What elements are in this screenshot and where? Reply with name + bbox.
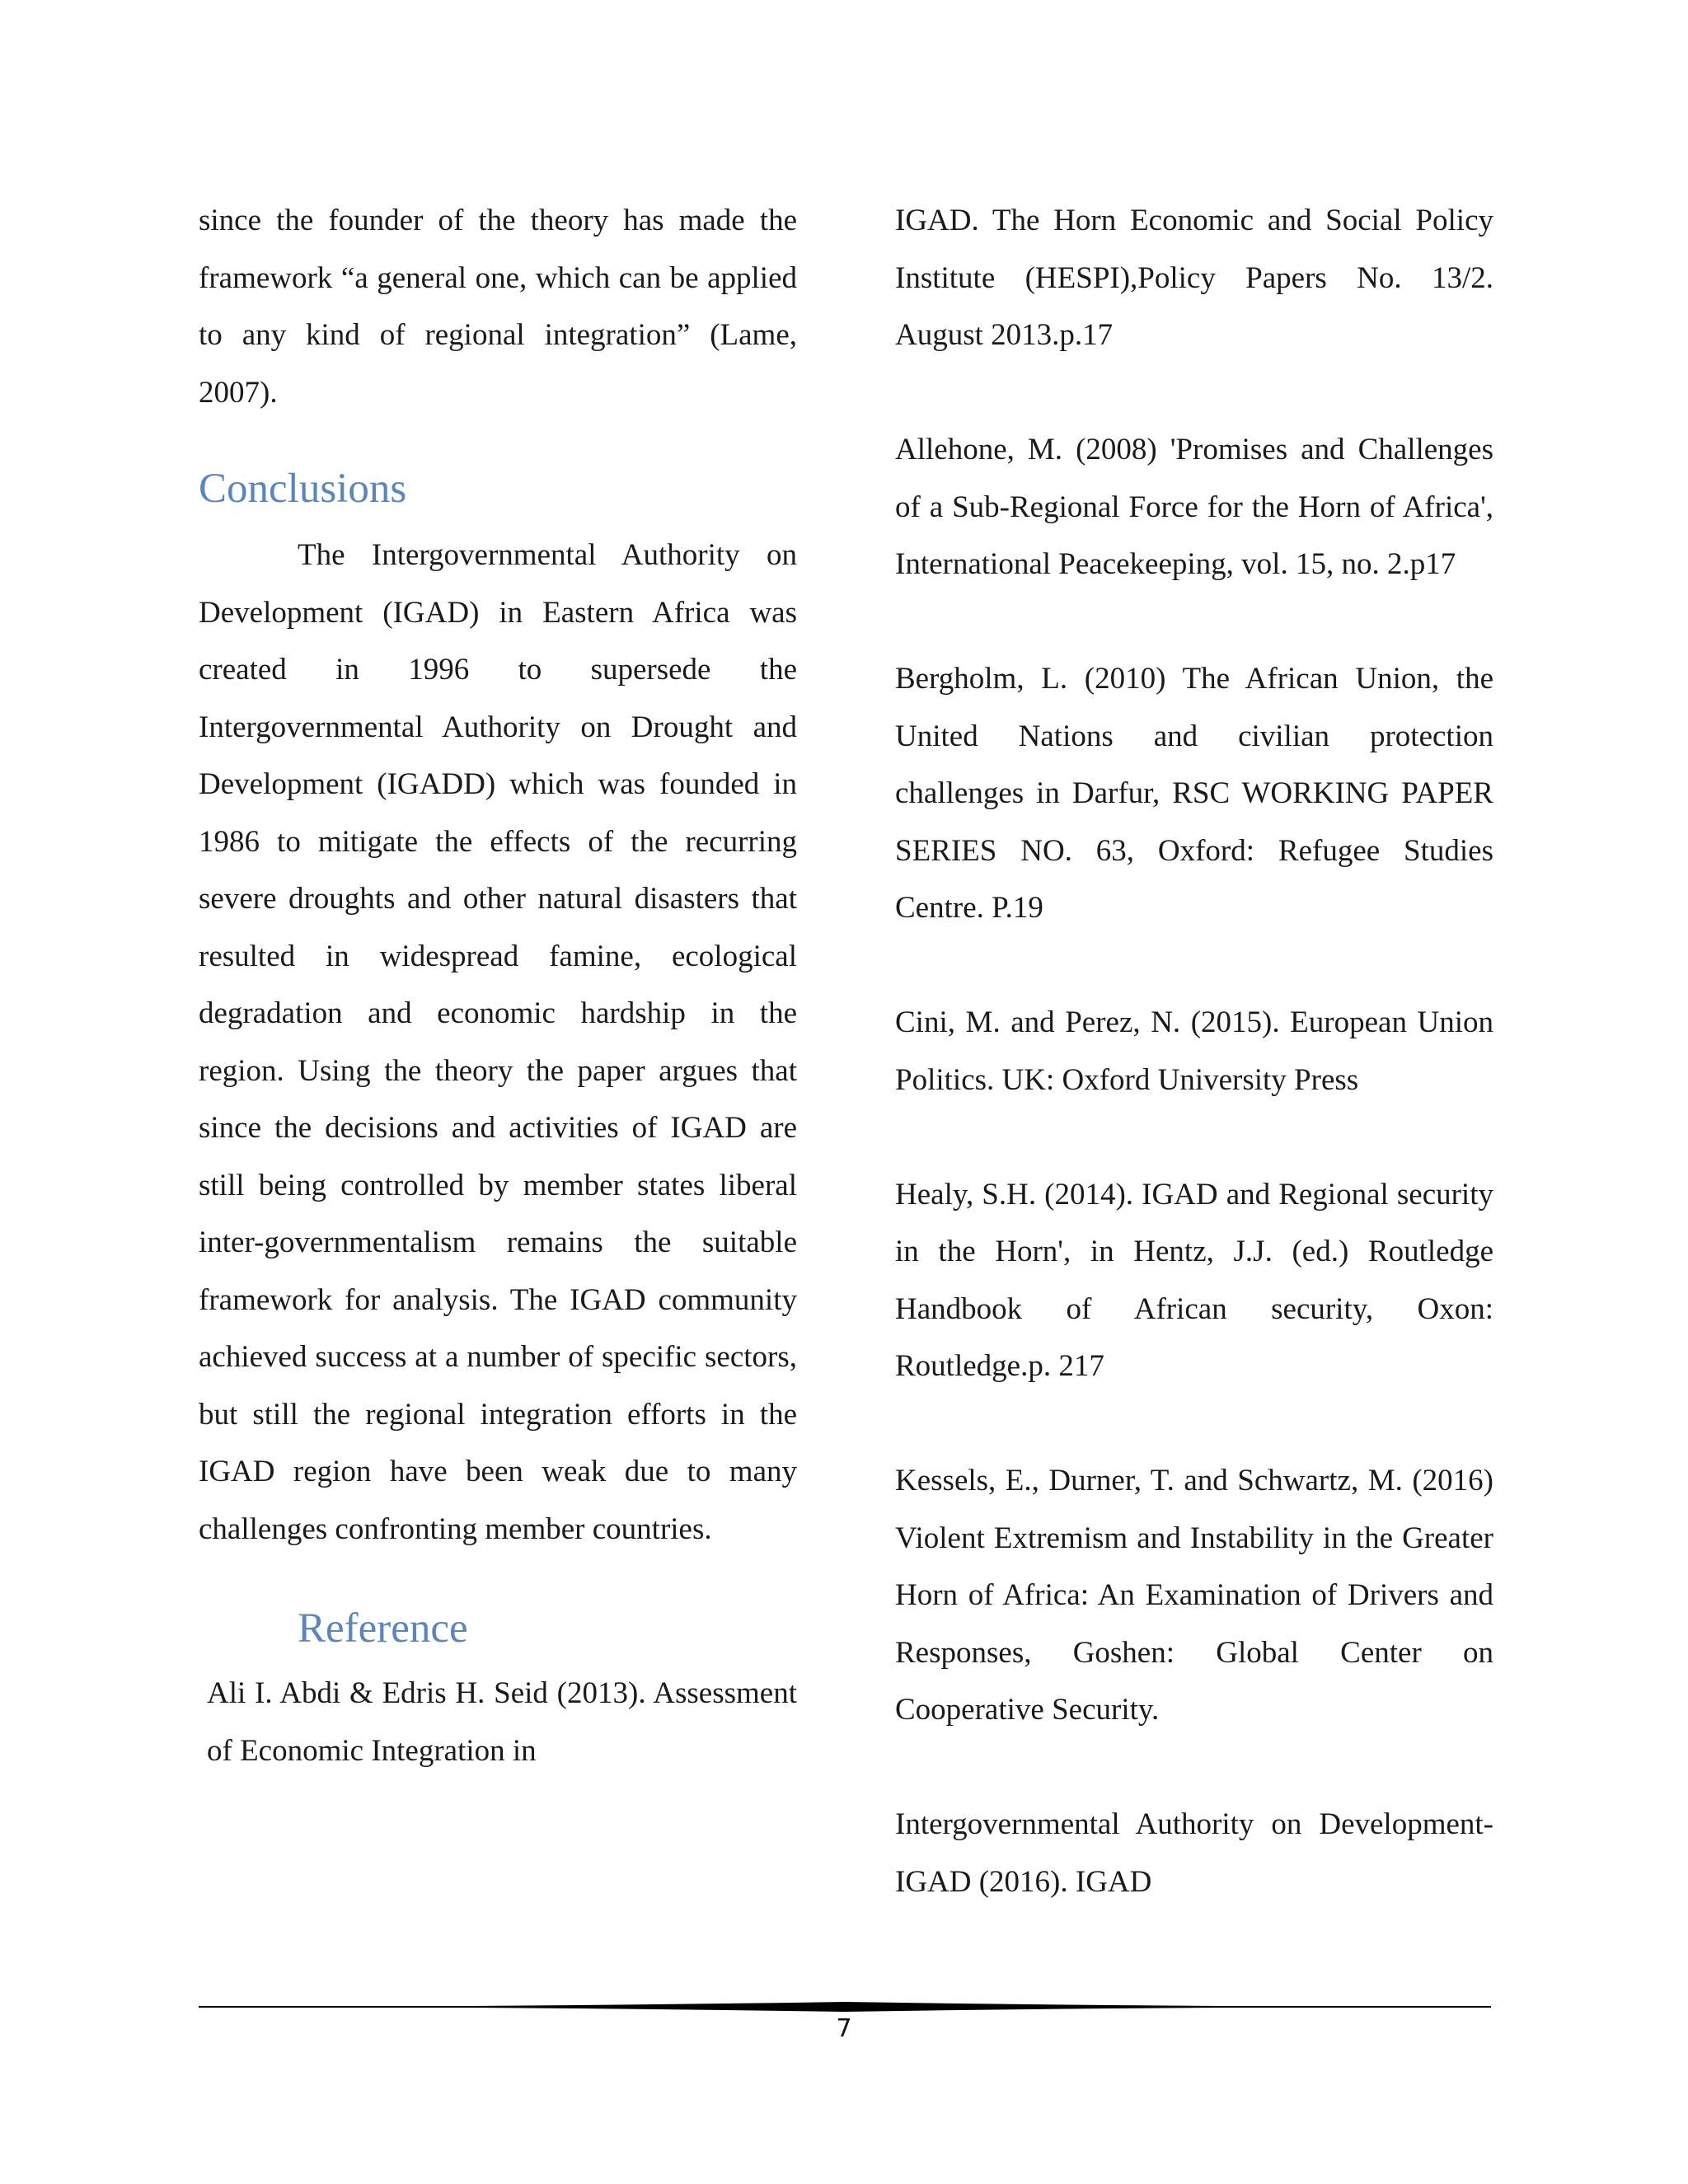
reference-entry-abdi: Ali I. Abdi & Edris H. Seid (2013). Assessment of Economic Integration in: [207, 1676, 797, 1768]
intro-paragraph: since the founder of the theory has made the framework “a general one, which can be applied to any kind of regional integration” (Lame, 2007).: [199, 204, 797, 410]
footer-rule: [199, 2001, 1491, 2013]
conclusions-heading: Conclusions: [199, 466, 407, 512]
reference-entry-bergholm: Bergholm, L. (2010) The African Union, the United Nations and civilian protection challenges in Darfur, RSC WORKING PAPER SERIES NO. 63, Oxford: Refugee Studies Centre. P.19: [895, 662, 1493, 925]
reference-entry-allehone: Allehone, M. (2008) 'Promises and Challenges of a Sub-Regional Force for the Horn of Africa', International Peacekeeping, vol. 15, no. 2.p17: [895, 433, 1493, 581]
reference-entry-kessels: Kessels, E., Durner, T. and Schwartz, M. (2016) Violent Extremism and Instability in the Greater Horn of Africa: An Examination of Drivers and Responses, Goshen: Global Center on Cooperative Security.: [895, 1464, 1493, 1727]
reference-entry-cini: Cini, M. and Perez, N. (2015). European Union Politics. UK: Oxford University Press: [895, 1005, 1493, 1097]
conclusions-paragraph: The Intergovernmental Authority on Development (IGAD) in Eastern Africa was created in 1996 to supersede the Intergovernmental Authority on Drought and Development (IGADD) which was founded in 1986 to mitigate the effects of the recurring severe droughts and other natural disasters that resulted in widespread famine, ecological degradation and economic hardship in the region. Using the theory the paper argues that since the decisions and activities of IGAD are still being controlled by member states liberal inter-governmentalism remains the suitable framework for analysis. The IGAD community achieved success at a number of specific sectors, but still the regional integration efforts in the IGAD region have been weak due to many challenges confronting member countries.: [199, 538, 797, 1546]
reference-heading: Reference: [298, 1605, 468, 1652]
page-number: 7: [836, 2014, 852, 2043]
reference-entry-healy: Healy, S.H. (2014). IGAD and Regional security in the Horn', in Hentz, J.J. (ed.) Routledge Handbook of African security, Oxon: Routledge.p. 217: [895, 1177, 1493, 1383]
left-column: [199, 192, 797, 1779]
reference-entry-igad-2016: Intergovernmental Authority on Development- IGAD (2016). IGAD: [895, 1807, 1493, 1899]
reference-entry-igad-hespi: IGAD. The Horn Economic and Social Policy Institute (HESPI),Policy Papers No. 13/2. August 2013.p.17: [895, 204, 1493, 352]
right-column: [895, 192, 1493, 1910]
